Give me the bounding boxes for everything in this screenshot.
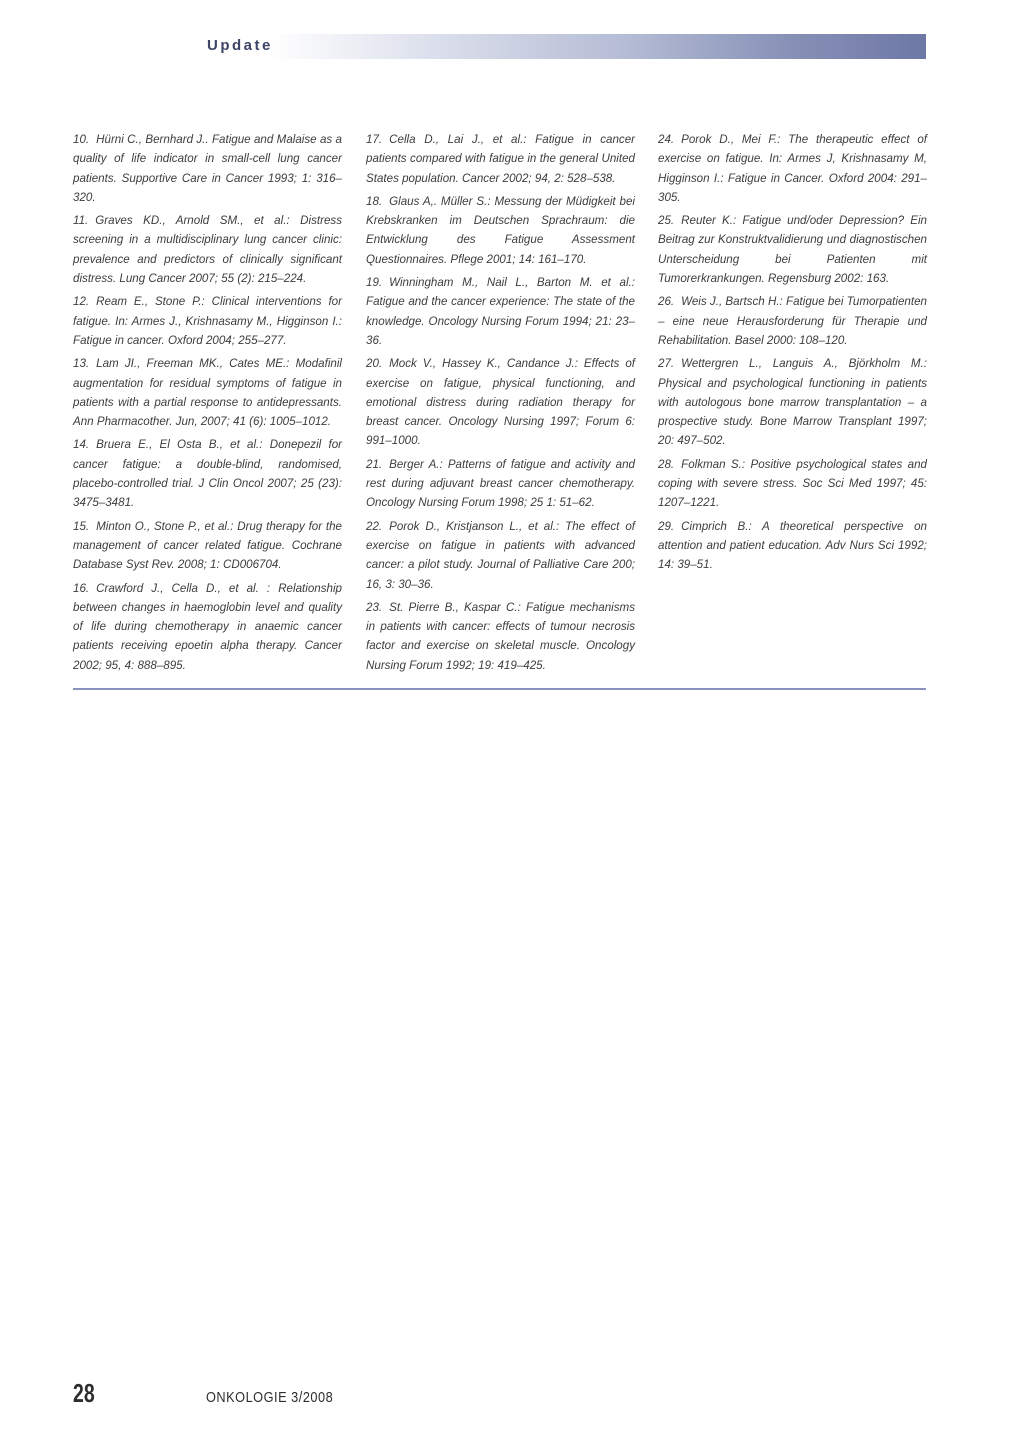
reference-entry <box>658 455 927 513</box>
reference-number: 25. <box>658 214 675 228</box>
reference-number: 10. <box>73 133 90 146</box>
reference-number: 21. <box>366 457 383 471</box>
reference-text: St. Pierre B., Kaspar C.: Fatigue mechanisms in patients with cancer: effects of tumour necrosis factor and exercise on skeletal muscle. Oncology Nursing Forum 1992; 19: 419–425. <box>366 600 635 672</box>
header-gradient-band <box>268 34 926 88</box>
reference-text: Winningham M., Nail L., Barton M. et al.: Fatigue and the cancer experience: The state of the knowledge. Oncology Nursing Forum 1994; 21: 23–36. <box>366 276 635 347</box>
reference-number: 24. <box>658 133 675 146</box>
reference-number: 28. <box>658 457 675 471</box>
reference-text: Minton O., Stone P., et al.: Drug therapy for the management of cancer related fatigue. Cochrane Database Syst Rev. 2008; 1: CD006704. <box>73 519 342 572</box>
reference-entry <box>73 211 342 288</box>
references-column-1 <box>73 130 342 679</box>
reference-number: 16. <box>73 581 90 595</box>
reference-entry <box>73 517 342 575</box>
reference-entry <box>366 273 635 350</box>
reference-entry <box>658 292 927 350</box>
references-column-3 <box>658 130 927 579</box>
reference-entry <box>658 211 927 288</box>
reference-text: Hürni C., Bernhard J.. Fatigue and Malaise as a quality of life indicator in small-cell lung cancer patients. Supportive Care in Cancer 1993; 1: 316–320. <box>73 133 342 204</box>
reference-text: Wettergren L., Languis A., Björkholm M.: Physical and psychological functioning in patients with autologous bone marrow transplantation – a prospective study. Bone Marrow Transplant 1997; 20: 497–502. <box>658 357 927 448</box>
reference-entry <box>658 517 927 575</box>
reference-entry <box>73 292 342 350</box>
reference-number: 17. <box>366 133 383 146</box>
reference-number: 22. <box>366 519 383 533</box>
reference-entry <box>366 354 635 450</box>
reference-entry <box>73 130 342 207</box>
reference-text: Bruera E., El Osta B., et al.: Donepezil for cancer fatigue: a double-blind, randomised, placebo-controlled trial. J Clin Oncol 2007; 25 (23): 3475–3481. <box>73 438 342 510</box>
reference-number: 12. <box>73 295 90 309</box>
reference-number: 27. <box>658 357 675 371</box>
journal-issue: ONKOLOGIE 3/2008 <box>206 1389 334 1406</box>
series-title: Serie Supportivtherapie <box>640 73 823 88</box>
page-number: 28 <box>73 1378 95 1408</box>
reference-number: 18. <box>366 194 383 208</box>
references-column-2 <box>366 130 635 679</box>
reference-number: 13. <box>73 357 90 371</box>
reference-number: 23. <box>366 600 383 614</box>
reference-number: 14. <box>73 438 90 452</box>
reference-entry <box>366 598 635 675</box>
reference-text: Porok D., Mei F.: The therapeutic effect of exercise on fatigue. In: Armes J, Krishnasamy M, Higginson I.: Fatigue in Cancer. Oxford 2004: 291–305. <box>658 133 927 204</box>
reference-number: 29. <box>658 519 675 533</box>
reference-text: Cella D., Lai J., et al.: Fatigue in cancer patients compared with fatigue in the general United States population. Cancer 2002; 94, 2: 528–538. <box>366 133 635 185</box>
reference-entry <box>366 192 635 269</box>
reference-text: Cimprich B.: A theoretical perspective on attention and patient education. Adv Nurs Sci 1992; 14: 39–51. <box>658 519 927 572</box>
reference-text: Folkman S.: Positive psychological states and coping with severe stress. Soc Sci Med 1997; 45: 1207–1221. <box>658 457 927 510</box>
reference-text: Graves KD., Arnold SM., et al.: Distress screening in a multidisciplinary lung cancer clinic: prevalence and predictors of clinically significant distress. Lung Cancer 2007; 55 (2): 215–224. <box>73 214 342 286</box>
reference-text: Reuter K.: Fatigue und/oder Depression? Ein Beitrag zur Konstruktvalidierung und diagnostischen Unterscheidung bei Patienten mit Tumorerkrankungen. Regensburg 2002: 163. <box>658 214 927 286</box>
reference-entry <box>73 354 342 431</box>
reference-text: Crawford J., Cella D., et al. : Relationship between changes in haemoglobin level and quality of life during chemotherapy in anaemic cancer patients receiving epoetin alpha therapy. Cancer 2002; 95, 4: 888–895. <box>73 581 342 672</box>
reference-entry <box>366 130 635 188</box>
reference-entry <box>366 517 635 594</box>
reference-text: Ream E., Stone P.: Clinical interventions for fatigue. In: Armes J., Krishnasamy M., Higginson I.: Fatigue in cancer. Oxford 2004; 255–277. <box>73 295 342 347</box>
reference-text: Lam JI., Freeman MK., Cates ME.: Modafinil augmentation for residual symptoms of fatigue in patients with a partial response to antidepressants. Ann Pharmacother. Jun, 2007; 41 (6): 1005–1012. <box>73 357 342 429</box>
reference-number: 26. <box>658 295 675 309</box>
reference-entry <box>73 435 342 512</box>
reference-number: 19. <box>366 276 383 290</box>
reference-text: Weis J., Bartsch H.: Fatigue bei Tumorpatienten – eine neue Herausforderung für Therapie und Rehabilitation. Basel 2000: 108–120. <box>658 295 927 347</box>
reference-entry <box>73 579 342 675</box>
reference-number: 15. <box>73 519 90 533</box>
reference-number: 11. <box>73 214 89 228</box>
reference-text: Porok D., Kristjanson L., et al.: The effect of exercise on fatigue in patients with advanced cancer: a pilot study. Journal of Palliative Care 200; 16, 3: 30–36. <box>366 519 635 591</box>
footer-divider <box>73 688 926 690</box>
section-title: Update <box>207 37 273 54</box>
reference-text: Glaus A,. Müller S.: Messung der Müdigkeit bei Krebskranken im Deutschen Sprachraum: die Entwicklung des Fatigue Assessment Questionnaires. Pflege 2001; 14: 161–170. <box>366 194 635 266</box>
reference-entry <box>658 130 927 207</box>
reference-number: 20. <box>366 357 383 371</box>
reference-text: Mock V., Hassey K., Candance J.: Effects of exercise on fatigue, physical functioning, and emotional distress during radiation therapy for breast cancer. Oncology Nursing 1997; Forum 6: 991–1000. <box>366 357 635 448</box>
reference-entry <box>658 354 927 450</box>
reference-entry <box>366 455 635 513</box>
reference-text: Berger A.: Patterns of fatigue and activity and rest during adjuvant breast cancer chemotherapy. Oncology Nursing Forum 1998; 25 1: 51–62. <box>366 457 635 510</box>
